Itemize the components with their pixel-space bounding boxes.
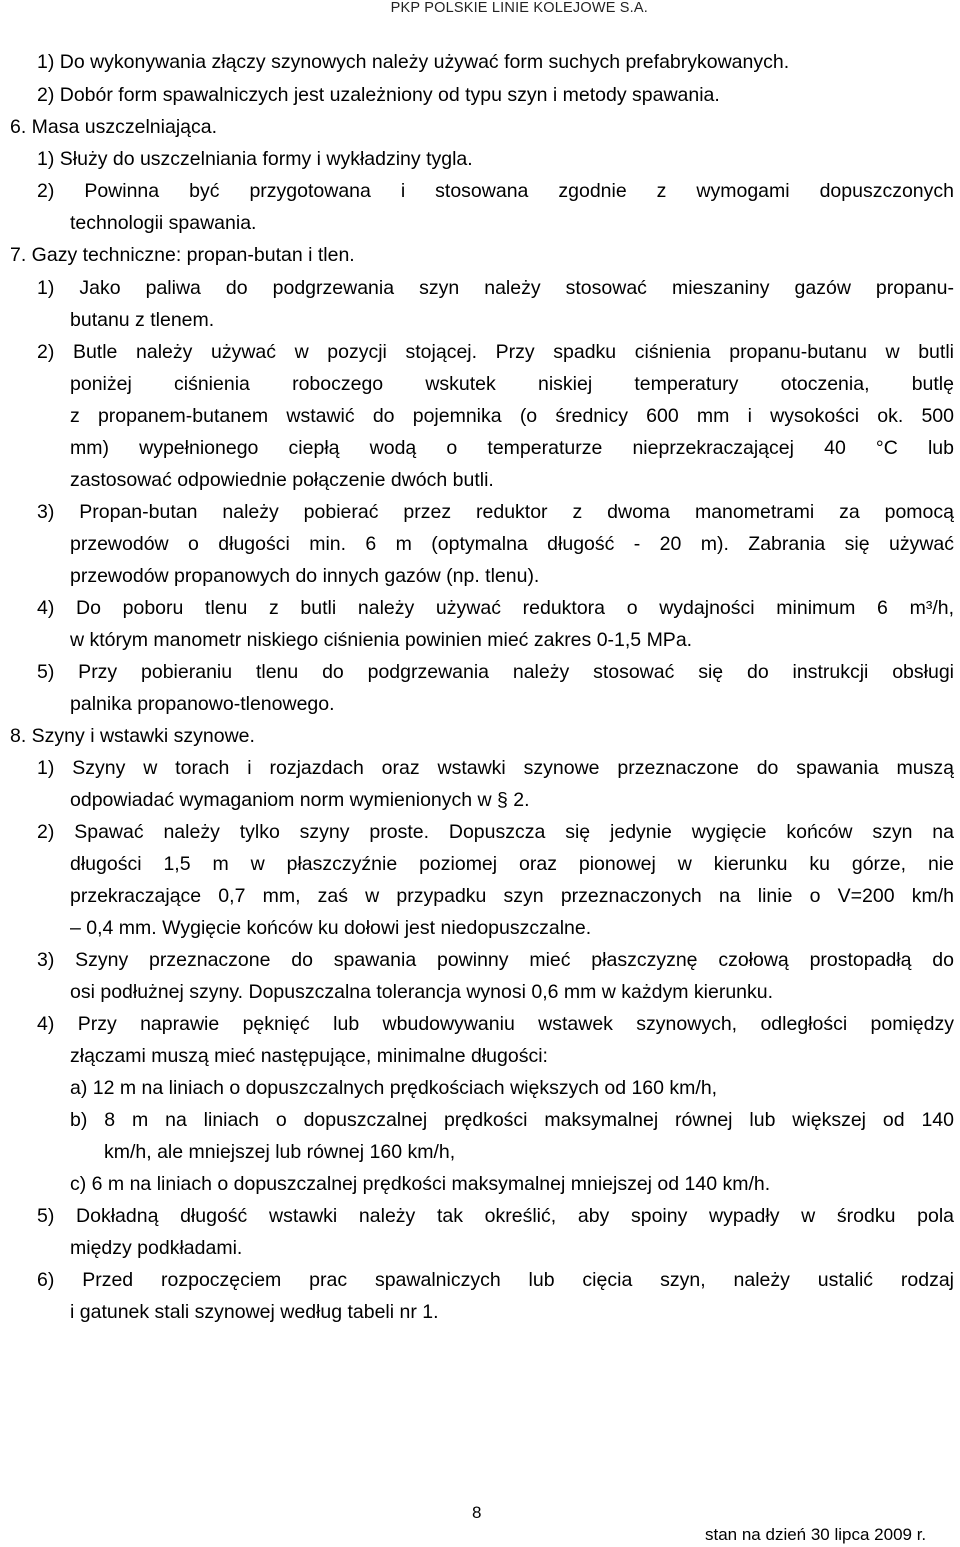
- list-item-continuation: technologii spawania.: [70, 212, 257, 234]
- list-item-continuation: palnika propanowo-tlenowego.: [70, 693, 335, 715]
- sub-list-item: a) 12 m na liniach o dopuszczalnych prędkościach większych od 160 km/h,: [70, 1077, 718, 1099]
- sub-list-item: b) 8 m na liniach o dopuszczalnej prędkości maksymalnej równej lub większej od 140: [70, 1109, 954, 1131]
- section-heading: 7. Gazy techniczne: propan-butan i tlen.: [10, 244, 355, 266]
- list-item-continuation: przewodów o długości min. 6 m (optymalna długość - 20 m). Zabrania się używać: [70, 533, 954, 555]
- sub-list-item: c) 6 m na liniach o dopuszczalnej prędkości maksymalnej mniejszej od 140 km/h.: [70, 1173, 771, 1195]
- sub-list-item-continuation: km/h, ale mniejszej lub równej 160 km/h,: [104, 1141, 456, 1163]
- list-item: 3) Szyny przeznaczone do spawania powinny mieć płaszczyznę czołową prostopadłą do: [37, 949, 954, 971]
- section-heading: 8. Szyny i wstawki szynowe.: [10, 725, 255, 747]
- list-item: 1) Szyny w torach i rozjazdach oraz wstawki szynowe przeznaczone do spawania muszą: [37, 757, 954, 779]
- list-item: 2) Powinna być przygotowana i stosowana zgodnie z wymogami dopuszczonych: [37, 180, 954, 202]
- list-item: 5) Przy pobieraniu tlenu do podgrzewania należy stosować się do instrukcji obsługi: [37, 661, 954, 683]
- list-item: 2) Dobór form spawalniczych jest uzależniony od typu szyn i metody spawania.: [37, 84, 720, 106]
- list-item-continuation: mm) wypełnionego ciepłą wodą o temperaturze nieprzekraczającej 40 °C lub: [70, 437, 954, 459]
- list-item-continuation: zastosować odpowiednie połączenie dwóch butli.: [70, 469, 494, 491]
- list-item: 1) Służy do uszczelniania formy i wykładziny tygla.: [37, 148, 473, 170]
- footer-date: stan na dzień 30 lipca 2009 r.: [705, 1525, 927, 1544]
- list-item-continuation: z propanem-butanem wstawić do pojemnika (o średnicy 600 mm i wysokości ok. 500: [70, 405, 954, 427]
- list-item-continuation: i gatunek stali szynowej według tabeli nr 1.: [70, 1301, 439, 1323]
- list-item: 3) Propan-butan należy pobierać przez reduktor z dwoma manometrami za pomocą: [37, 501, 954, 523]
- list-item: 1) Do wykonywania złączy szynowych należy używać form suchych prefabrykowanych.: [37, 51, 790, 73]
- list-item: 2) Spawać należy tylko szyny proste. Dopuszcza się jedynie wygięcie końców szyn na: [37, 821, 954, 843]
- list-item-continuation: poniżej ciśnienia roboczego wskutek niskiej temperatury otoczenia, butlę: [70, 373, 954, 395]
- section-heading: 6. Masa uszczelniająca.: [10, 116, 218, 138]
- list-item-continuation: złączami muszą mieć następujące, minimalne długości:: [70, 1045, 548, 1067]
- list-item-continuation: przewodów propanowych do innych gazów (np. tlenu).: [70, 565, 540, 587]
- page-header: PKP POLSKIE LINIE KOLEJOWE S.A.: [390, 0, 648, 16]
- list-item-continuation: długości 1,5 m w płaszczyźnie poziomej oraz pionowej w kierunku ku górze, nie: [70, 853, 954, 875]
- list-item-continuation: – 0,4 mm. Wygięcie końców ku dołowi jest niedopuszczalne.: [70, 917, 592, 939]
- list-item-continuation: butanu z tlenem.: [70, 309, 215, 331]
- list-item-continuation: w którym manometr niskiego ciśnienia powinien mieć zakres 0-1,5 MPa.: [70, 629, 693, 651]
- list-item: 1) Jako paliwa do podgrzewania szyn należy stosować mieszaniny gazów propanu-: [37, 277, 954, 299]
- list-item: 4) Do poboru tlenu z butli należy używać reduktora o wydajności minimum 6 m³/h,: [37, 597, 954, 619]
- list-item: 6) Przed rozpoczęciem prac spawalniczych lub cięcia szyn, należy ustalić rodzaj: [37, 1269, 954, 1291]
- page-number: 8: [472, 1503, 482, 1522]
- list-item: 2) Butle należy używać w pozycji stojącej. Przy spadku ciśnienia propanu-butanu w butli: [37, 341, 954, 363]
- list-item-continuation: przekraczające 0,7 mm, zaś w przypadku szyn przeznaczonych na linie o V=200 km/h: [70, 885, 954, 907]
- list-item-continuation: między podkładami.: [70, 1237, 243, 1259]
- list-item-continuation: odpowiadać wymaganiom norm wymienionych w § 2.: [70, 789, 530, 811]
- list-item-continuation: osi podłużnej szyny. Dopuszczalna tolerancja wynosi 0,6 mm w każdym kierunku.: [70, 981, 774, 1003]
- list-item: 5) Dokładną długość wstawki należy tak określić, aby spoiny wypadły w środku pola: [37, 1205, 954, 1227]
- list-item: 4) Przy naprawie pęknięć lub wbudowywaniu wstawek szynowych, odległości pomiędzy: [37, 1013, 954, 1035]
